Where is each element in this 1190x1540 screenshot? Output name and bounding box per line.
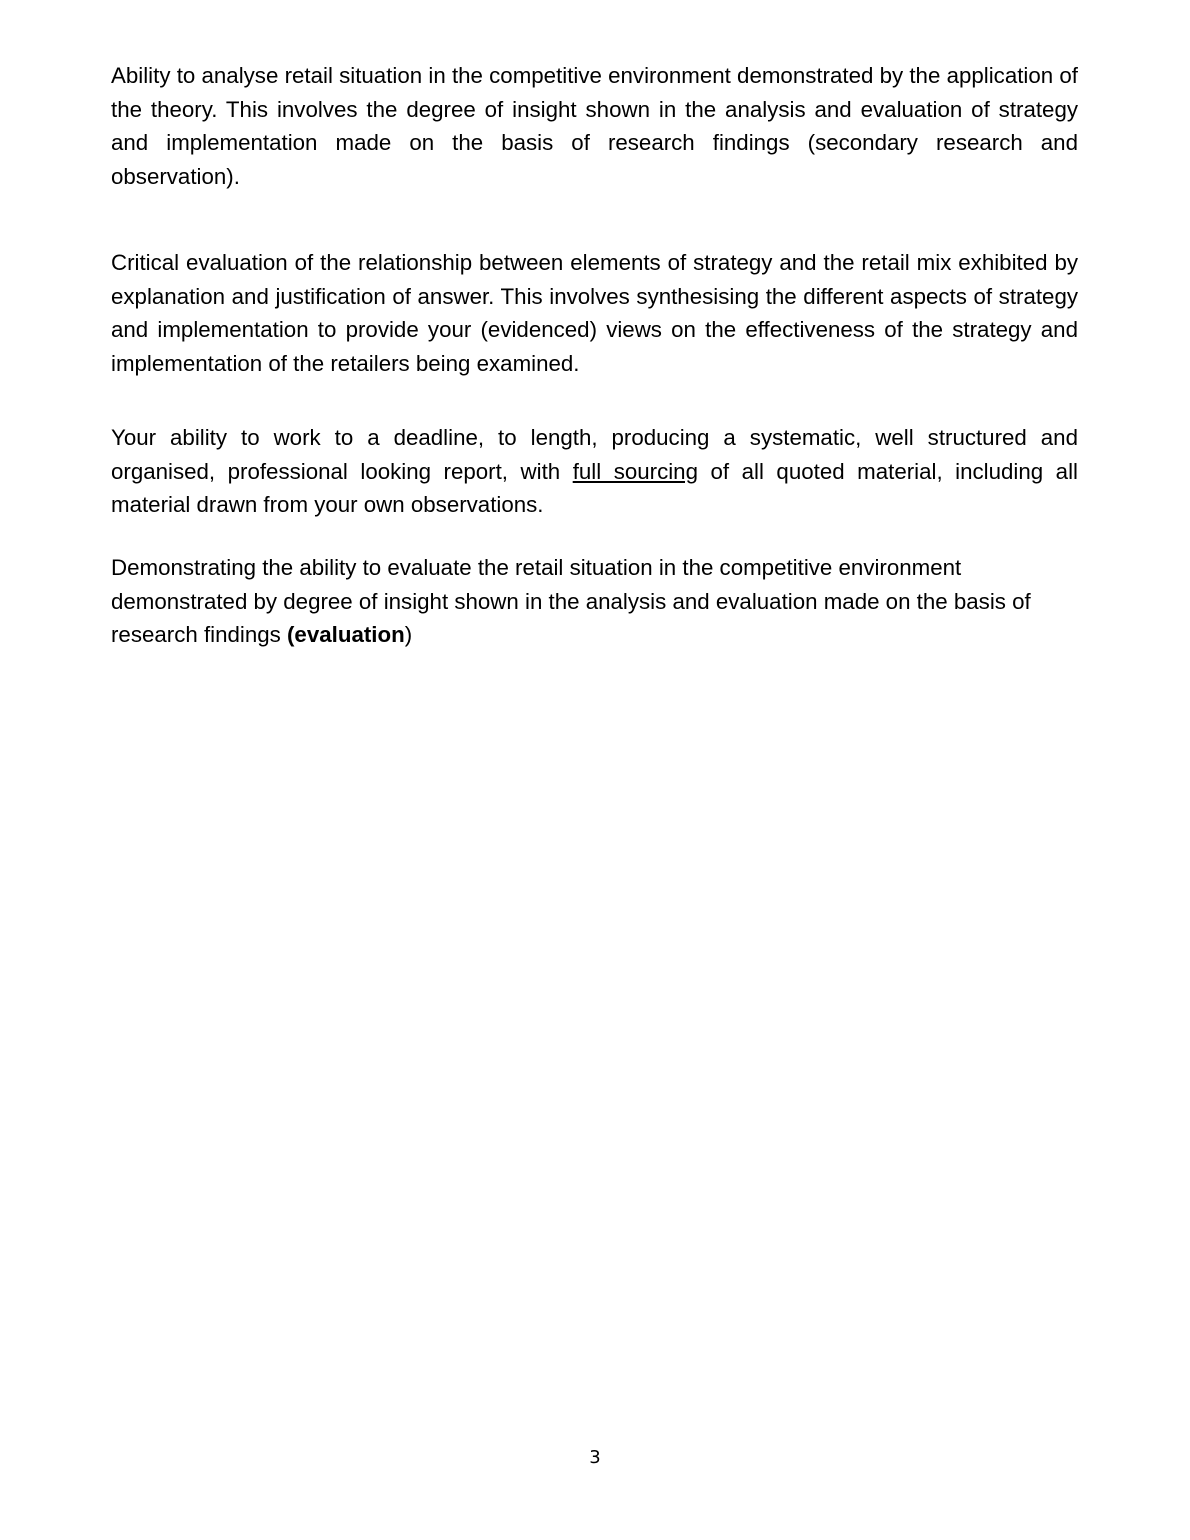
paragraph-evaluation [111,551,1078,652]
paragraph-deadline [111,421,1078,522]
paragraph-evaluation-tail: ) [404,622,413,647]
evaluation-bold-label: (evaluation [287,622,405,647]
full-sourcing-underlined: full sourcing [572,458,698,484]
paragraph-analysis: Ability to analyse retail situation in the competitive environment demonstrated by the application of the theory. This involves the degree of insight shown in the analysis and evaluation of strategy and implementation made on the basis of research findings (secondary research and observation). [111,63,1078,189]
paragraph-deadline-tail: of all quoted material, including all material drawn from your own observations. [111,458,1078,517]
page-number: 3 [589,1447,601,1468]
paragraph-critical-evaluation: Critical evaluation of the relationship between elements of strategy and the retail mix exhibited by explanation and justification of answer. This involves synthesising the different aspects of strategy and implementation to provide your (evidenced) views on the effectiveness of the strategy and implementation of the retailers being examined. [111,250,1078,376]
paragraph-evaluation-lead: Demonstrating the ability to evaluate the retail situation in the competitive environment demonstrated by degree of insight shown in the analysis and evaluation made on the basis of research findings [111,555,1031,647]
paragraph-deadline-lead: Your ability to work to a deadline, to length, producing a systematic, well structured and organised, professional looking report, with [111,425,1078,484]
